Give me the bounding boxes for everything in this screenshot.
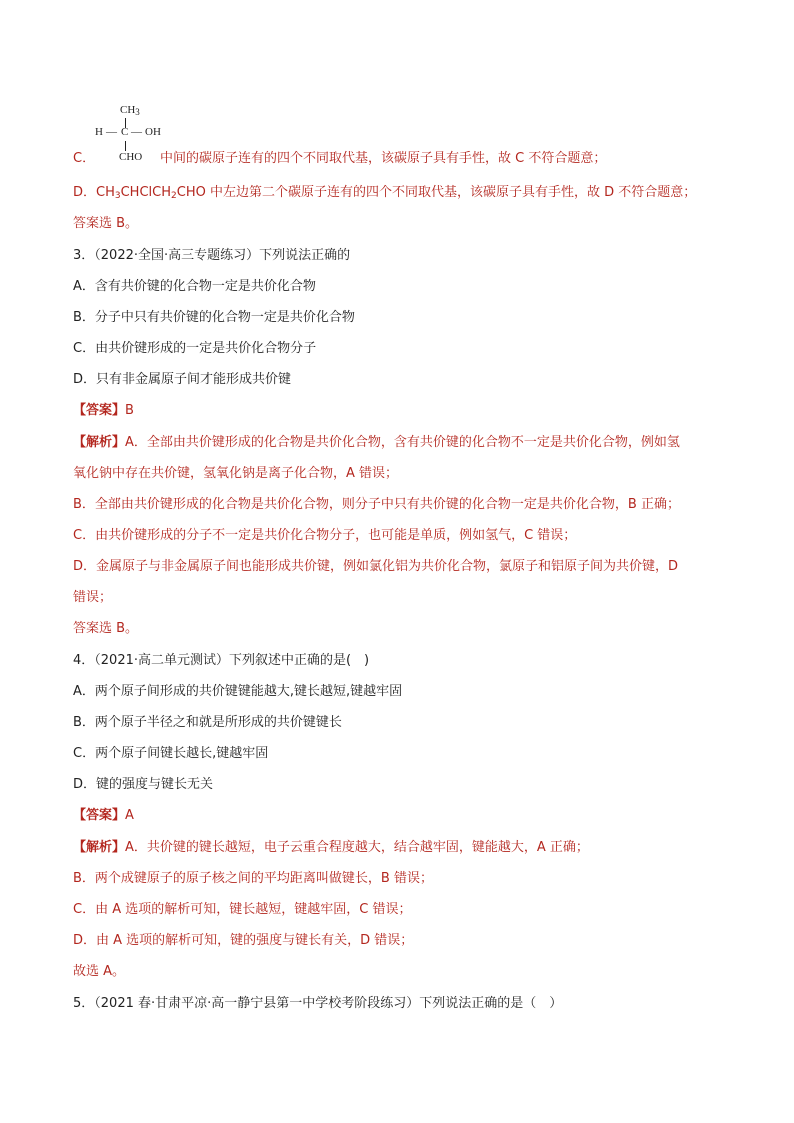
analysis-tag: 【解析】 (73, 435, 126, 450)
d-part-3: CHO 中左边第二个碳原子连有的四个不同取代基，该碳原子具有手性，故 D 不符合题意； (176, 185, 697, 200)
question-3-analysis-1 (73, 434, 680, 452)
d-part-2: CHClCH (120, 185, 172, 200)
question-3-stem: 3．（2022·全国·高三专题练习）下列说法正确的 (73, 248, 351, 263)
question-4-answer (73, 807, 134, 825)
formula-right-group: OH (145, 126, 161, 138)
formula-left-atom: H (95, 126, 103, 138)
bond-right: — (131, 126, 142, 138)
answer-value: B (125, 403, 134, 418)
question-4-option-d: D．键的强度与键长无关 (73, 777, 214, 792)
answer-tag: 【答案】 (73, 403, 126, 418)
question-4-option-a: A．两个原子间形成的共价键键能越大,键长越短,键越牢固 (73, 684, 403, 699)
question-4-final: 故选 A。 (73, 964, 126, 979)
question-3-answer (73, 402, 134, 420)
question-3-final: 答案选 B。 (73, 621, 139, 636)
bond-left: — (106, 126, 117, 138)
option-c-prefix: C． (73, 151, 96, 166)
question-4-stem: 4．（2021·高二单元测试）下列叙述中正确的是( ) (73, 653, 370, 668)
d-sub-2: 2 (171, 191, 177, 201)
question-3-option-a: A．含有共价键的化合物一定是共价化合物 (73, 279, 316, 294)
answer-tag: 【答案】 (73, 808, 126, 823)
answer-value: A (125, 808, 134, 823)
question-3-analysis-5: D．金属原子与非金属原子间也能形成共价键，例如氯化铝为共价化合物，氯原子和铝原子间为共价键，D (73, 559, 679, 574)
analysis-text: A．共价键的键长越短，电子云重合程度越大，结合越牢固，键能越大，A 正确； (125, 840, 589, 855)
formula-top: $CH_3$ (120, 104, 140, 117)
question-5-stem: 5．（2021 春·甘肃平凉·高一静宁县第一中学校考阶段练习）下列说法正确的是（ ） (73, 996, 563, 1011)
prev-answer-final: 答案选 B。 (73, 216, 139, 231)
question-3-analysis-4: C．由共价键形成的分子不一定是共价化合物分子，也可能是单质，例如氢气，C 错误； (73, 528, 577, 543)
question-4-option-c: C．两个原子间键长越长,键越牢固 (73, 746, 269, 761)
d-part-1: D．CH (73, 185, 115, 200)
option-d-line (73, 184, 696, 202)
question-3-option-d: D．只有非金属原子间才能形成共价键 (73, 372, 292, 387)
question-3-option-c: C．由共价键形成的一定是共价化合物分子 (73, 341, 317, 356)
formula-bottom-group: CHO (119, 151, 143, 163)
question-4-analysis-2: B．两个成键原子的原子核之间的平均距离叫做键长，B 错误； (73, 871, 433, 886)
question-3-analysis-2: 氧化钠中存在共价键，氢氧化钠是离子化合物，A 错误； (73, 466, 399, 481)
formula-center-atom: C (121, 126, 129, 138)
bond-bottom (125, 141, 126, 151)
question-4-analysis-4: D．由 A 选项的解析可知，键的强度与键长有关，D 错误； (73, 933, 414, 948)
question-4-analysis-1 (73, 839, 589, 857)
question-4-analysis-3: C．由 A 选项的解析可知，键长越短，键越牢固，C 错误； (73, 902, 412, 917)
option-c-text: 中间的碳原子连有的四个不同取代基，该碳原子具有手性，故 C 不符合题意； (160, 151, 607, 166)
question-4-option-b: B．两个原子半径之和就是所形成的共价键键长 (73, 715, 342, 730)
question-3-analysis-3: B．全部由共价键形成的化合物是共价化合物，则分子中只有共价键的化合物一定是共价化合物，B 正确； (73, 497, 680, 512)
question-3-option-b: B．分子中只有共价键的化合物一定是共价化合物 (73, 310, 355, 325)
question-3-analysis-6: 错误； (73, 590, 113, 605)
d-sub-1: 3 (114, 191, 121, 201)
analysis-tag: 【解析】 (73, 840, 126, 855)
analysis-text: A．全部由共价键形成的化合物是共价化合物，含有共价键的化合物不一定是共价化合物，例如氢 (125, 435, 680, 450)
